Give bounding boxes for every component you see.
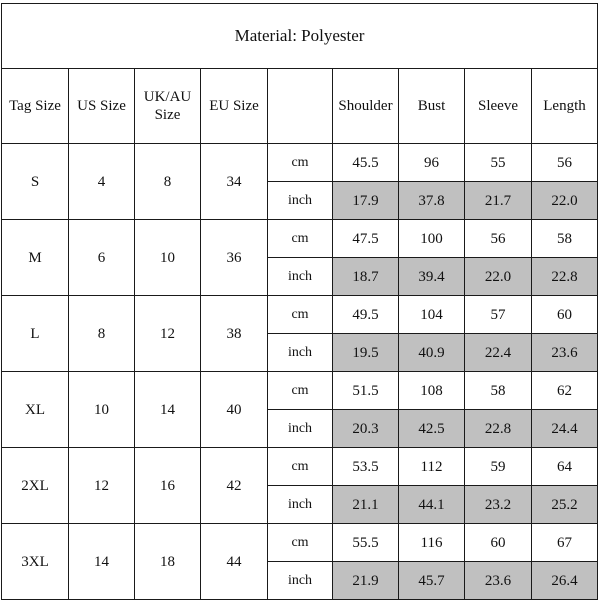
table-row <box>2 524 598 562</box>
eu-size-cell: 40 <box>201 372 268 448</box>
length-cm-cell: 58 <box>532 220 598 258</box>
shoulder-inch-value: 18.7 <box>352 266 378 288</box>
length-inch-value: 24.4 <box>551 418 577 440</box>
unit-cm-label: cm <box>268 220 333 258</box>
shoulder-cm-cell: 53.5 <box>333 448 399 486</box>
bust-cm-cell: 112 <box>399 448 465 486</box>
us-size-cell: 10 <box>69 372 135 448</box>
uk-au-size-cell: 16 <box>135 448 201 524</box>
shoulder-inch-cell <box>333 334 399 372</box>
unit-inch-label: inch <box>268 258 333 296</box>
unit-cm-label: cm <box>268 448 333 486</box>
sleeve-cm-cell: 60 <box>465 524 532 562</box>
unit-inch-label: inch <box>268 486 333 524</box>
bust-inch-value: 39.4 <box>418 266 444 288</box>
uk-au-size-cell: 14 <box>135 372 201 448</box>
bust-inch-cell <box>399 182 465 220</box>
sleeve-inch-cell <box>465 486 532 524</box>
unit-cm-label: cm <box>268 144 333 182</box>
unit-cm-label: cm <box>268 296 333 334</box>
sleeve-inch-cell <box>465 258 532 296</box>
shoulder-inch-cell <box>333 562 399 600</box>
sleeve-cm-cell: 59 <box>465 448 532 486</box>
header-uk-au-size: UK/AU Size <box>135 69 201 144</box>
sleeve-inch-cell <box>465 562 532 600</box>
bust-inch-value: 44.1 <box>418 494 444 516</box>
table-row <box>2 296 598 334</box>
bust-inch-value: 37.8 <box>418 190 444 212</box>
shoulder-inch-cell <box>333 486 399 524</box>
sleeve-inch-value: 23.6 <box>485 570 511 592</box>
length-cm-cell: 62 <box>532 372 598 410</box>
sleeve-inch-value: 22.8 <box>485 418 511 440</box>
shoulder-inch-value: 17.9 <box>352 190 378 212</box>
sleeve-inch-cell <box>465 334 532 372</box>
tag-size-cell: 3XL <box>2 524 69 600</box>
sleeve-cm-cell: 57 <box>465 296 532 334</box>
length-inch-cell <box>532 334 598 372</box>
table-title: Material: Polyester <box>2 4 598 69</box>
sleeve-inch-cell <box>465 410 532 448</box>
shoulder-inch-cell <box>333 410 399 448</box>
us-size-cell: 4 <box>69 144 135 220</box>
shoulder-cm-cell: 49.5 <box>333 296 399 334</box>
bust-cm-cell: 116 <box>399 524 465 562</box>
shoulder-inch-value: 19.5 <box>352 342 378 364</box>
tag-size-cell: S <box>2 144 69 220</box>
length-cm-cell: 56 <box>532 144 598 182</box>
eu-size-cell: 34 <box>201 144 268 220</box>
header-shoulder: Shoulder <box>333 69 399 144</box>
bust-inch-cell <box>399 410 465 448</box>
us-size-cell: 8 <box>69 296 135 372</box>
length-inch-cell <box>532 562 598 600</box>
bust-inch-cell <box>399 486 465 524</box>
sleeve-inch-cell <box>465 182 532 220</box>
length-cm-cell: 60 <box>532 296 598 334</box>
uk-au-size-cell: 10 <box>135 220 201 296</box>
size-table <box>1 3 598 600</box>
eu-size-cell: 38 <box>201 296 268 372</box>
header-sleeve: Sleeve <box>465 69 532 144</box>
length-inch-cell <box>532 258 598 296</box>
table-row <box>2 220 598 258</box>
tag-size-cell: M <box>2 220 69 296</box>
bust-inch-value: 40.9 <box>418 342 444 364</box>
header-tag-size: Tag Size <box>2 69 69 144</box>
unit-inch-label: inch <box>268 410 333 448</box>
length-inch-value: 22.0 <box>551 190 577 212</box>
bust-inch-cell <box>399 334 465 372</box>
sleeve-cm-cell: 58 <box>465 372 532 410</box>
length-inch-value: 22.8 <box>551 266 577 288</box>
shoulder-inch-cell <box>333 182 399 220</box>
shoulder-inch-value: 20.3 <box>352 418 378 440</box>
bust-cm-cell: 104 <box>399 296 465 334</box>
shoulder-cm-cell: 51.5 <box>333 372 399 410</box>
header-us-size: US Size <box>69 69 135 144</box>
sleeve-inch-value: 22.0 <box>485 266 511 288</box>
length-inch-cell <box>532 410 598 448</box>
bust-inch-cell <box>399 562 465 600</box>
bust-inch-value: 45.7 <box>418 570 444 592</box>
bust-inch-value: 42.5 <box>418 418 444 440</box>
uk-au-size-cell: 12 <box>135 296 201 372</box>
bust-cm-cell: 96 <box>399 144 465 182</box>
us-size-cell: 14 <box>69 524 135 600</box>
size-chart <box>1 3 597 596</box>
shoulder-inch-cell <box>333 258 399 296</box>
uk-au-size-cell: 18 <box>135 524 201 600</box>
eu-size-cell: 42 <box>201 448 268 524</box>
header-length: Length <box>532 69 598 144</box>
tag-size-cell: XL <box>2 372 69 448</box>
length-inch-cell <box>532 486 598 524</box>
length-inch-value: 26.4 <box>551 570 577 592</box>
sleeve-inch-value: 22.4 <box>485 342 511 364</box>
bust-inch-cell <box>399 258 465 296</box>
shoulder-cm-cell: 45.5 <box>333 144 399 182</box>
unit-cm-label: cm <box>268 372 333 410</box>
header-unit <box>268 69 333 144</box>
eu-size-cell: 44 <box>201 524 268 600</box>
table-row <box>2 144 598 182</box>
sleeve-inch-value: 21.7 <box>485 190 511 212</box>
shoulder-cm-cell: 55.5 <box>333 524 399 562</box>
tag-size-cell: 2XL <box>2 448 69 524</box>
unit-inch-label: inch <box>268 562 333 600</box>
length-inch-cell <box>532 182 598 220</box>
tag-size-cell: L <box>2 296 69 372</box>
unit-inch-label: inch <box>268 334 333 372</box>
bust-cm-cell: 100 <box>399 220 465 258</box>
shoulder-inch-value: 21.9 <box>352 570 378 592</box>
table-row <box>2 448 598 486</box>
table-row <box>2 372 598 410</box>
unit-cm-label: cm <box>268 524 333 562</box>
shoulder-cm-cell: 47.5 <box>333 220 399 258</box>
bust-cm-cell: 108 <box>399 372 465 410</box>
sleeve-inch-value: 23.2 <box>485 494 511 516</box>
eu-size-cell: 36 <box>201 220 268 296</box>
us-size-cell: 12 <box>69 448 135 524</box>
header-bust: Bust <box>399 69 465 144</box>
sleeve-cm-cell: 56 <box>465 220 532 258</box>
length-inch-value: 23.6 <box>551 342 577 364</box>
unit-inch-label: inch <box>268 182 333 220</box>
length-cm-cell: 67 <box>532 524 598 562</box>
header-eu-size: EU Size <box>201 69 268 144</box>
shoulder-inch-value: 21.1 <box>352 494 378 516</box>
length-inch-value: 25.2 <box>551 494 577 516</box>
sleeve-cm-cell: 55 <box>465 144 532 182</box>
us-size-cell: 6 <box>69 220 135 296</box>
length-cm-cell: 64 <box>532 448 598 486</box>
header-row <box>2 69 598 144</box>
uk-au-size-cell: 8 <box>135 144 201 220</box>
